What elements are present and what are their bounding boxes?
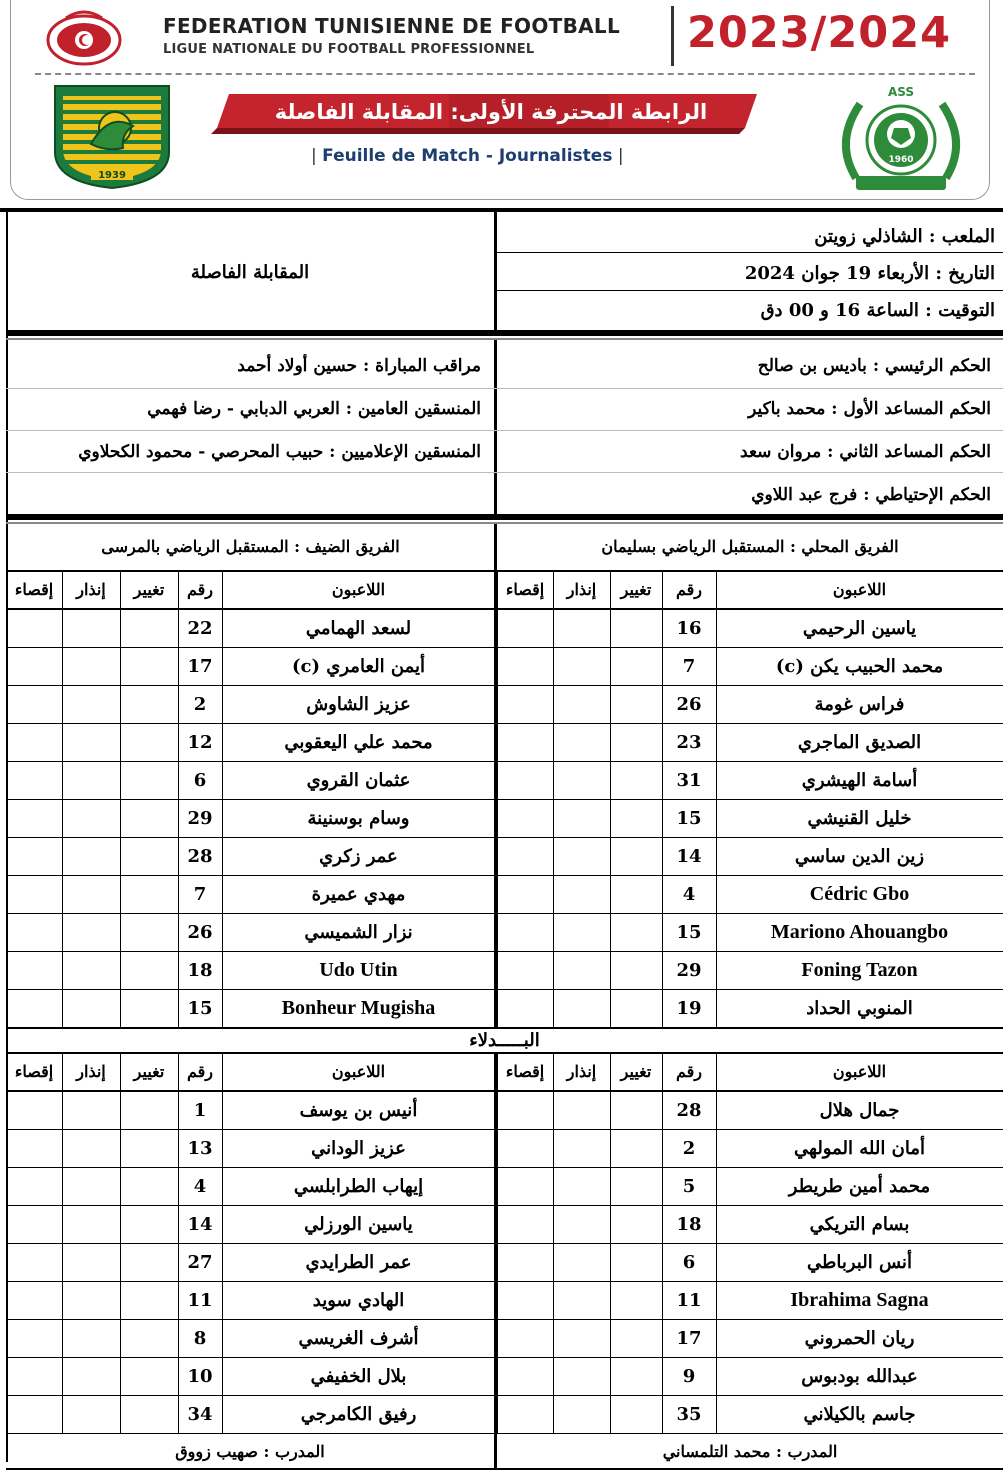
home-starters-player-number: 16 <box>676 618 702 639</box>
fourth-official-label: الحكم الإحتياطي : فرج عبد اللاوي <box>751 485 991 505</box>
away-starters-player-name: Udo Utin <box>319 959 398 981</box>
away-subs-player-name: رفيق الكامرجي <box>300 1404 417 1425</box>
away-starters-player-number: 12 <box>187 732 213 753</box>
section-bar-shadow <box>6 522 1003 524</box>
home-subs-player-name: بسام التريكي <box>809 1214 910 1235</box>
home-starters-player-name: Foning Tazon <box>801 959 918 981</box>
away-subs-player-number: 4 <box>193 1176 207 1197</box>
away-club-crest-icon <box>51 82 173 190</box>
home-subs-player-number: 11 <box>676 1290 702 1311</box>
home-starters-player-number: 7 <box>682 656 696 677</box>
coordinators-label: المنسقين العامين : العربي الدبابي - رضا فهمي <box>147 399 481 419</box>
away-starters-col-warning: إنذار <box>76 580 106 599</box>
section-bar <box>6 330 1003 336</box>
home-subs-player-name: عبدالله بودبوس <box>801 1366 918 1387</box>
away-subs-col-warning: إنذار <box>76 1062 106 1081</box>
away-starters-player-number: 2 <box>193 694 207 715</box>
assistant2-label: الحكم المساعد الثاني : مروان سعد <box>740 442 991 462</box>
away-team-title: الفريق الضيف : المستقبل الرياضي بالمرسى <box>101 537 400 556</box>
away-starters-player-name: Bonheur Mugisha <box>281 997 436 1019</box>
section-bar <box>6 514 1003 520</box>
away-starters-player-number: 29 <box>187 808 213 829</box>
subs-col-line <box>222 1052 223 1434</box>
away-subs-player-name: الهادي سويد <box>312 1290 405 1311</box>
home-starters-player-number: 26 <box>676 694 702 715</box>
home-starters-player-number: 4 <box>682 884 696 905</box>
home-starters-player-name: ياسين الرحيمي <box>802 618 917 639</box>
officials-divider <box>494 340 497 516</box>
svg-text:1960: 1960 <box>888 155 914 165</box>
home-club-crest-icon <box>826 82 976 194</box>
starters-col-line <box>62 570 63 1028</box>
starters-col-line <box>662 570 663 1028</box>
away-starters-player-name: عثمان القروي <box>306 770 411 791</box>
away-subs-player-number: 14 <box>187 1214 213 1235</box>
header-divider <box>671 6 674 66</box>
away-subs-player-name: عزيز الوداني <box>311 1138 406 1159</box>
starters-col-line <box>178 570 179 1028</box>
away-starters-player-number: 17 <box>187 656 213 677</box>
away-subs-player-number: 11 <box>187 1290 213 1311</box>
home-starters-player-name: زين الدين ساسي <box>794 846 925 867</box>
away-starters-player-name: عمر زكري <box>319 846 398 867</box>
away-coach-label: المدرب : صهيب زووق <box>175 1442 325 1461</box>
home-starters-col-expulsion: إقصاء <box>505 580 545 599</box>
home-coach-label: المدرب : محمد التلمساني <box>662 1442 838 1461</box>
info-row-line <box>497 290 1003 291</box>
media-coordinators-label: المنسقين الإعلاميين : حبيب المحرصي - محمود الكحلاوي <box>78 442 481 462</box>
away-subs-player-number: 34 <box>187 1404 213 1425</box>
home-starters-player-number: 29 <box>676 960 702 981</box>
officials-row-line <box>6 472 1003 473</box>
home-subs-col-players: اللاعبون <box>832 1062 887 1081</box>
time-label: التوقيت : الساعة 16 و 00 دق <box>760 300 995 321</box>
away-subs-player-name: أنيس بن يوسف <box>299 1100 418 1121</box>
starters-col-line <box>553 570 554 1028</box>
starters-col-line <box>120 570 121 1028</box>
away-starters-player-number: 6 <box>193 770 207 791</box>
officials-row-line <box>6 430 1003 431</box>
away-starters-player-name: وسام بوسنينة <box>307 808 410 829</box>
home-starters-player-name: الصديق الماجري <box>797 732 922 753</box>
away-starters-col-expulsion: إقصاء <box>14 580 54 599</box>
away-starters-player-name: مهدي عميرة <box>311 884 406 905</box>
sheet-subtitle: | Feuille de Match - Journalistes | <box>311 146 624 166</box>
away-starters-player-name: نزار الشميسي <box>304 922 413 943</box>
svg-text:ASS: ASS <box>887 85 915 99</box>
away-subs-player-name: ياسين الورزلي <box>304 1214 413 1235</box>
assistant1-label: الحكم المساعد الأول : محمد باكير <box>748 399 991 419</box>
starters-col-line <box>610 570 611 1028</box>
substitutes-title: البـــــدلاء <box>469 1030 540 1051</box>
info-row-line <box>497 252 1003 253</box>
away-subs-player-name: أشرف الغريسي <box>298 1328 419 1349</box>
home-subs-player-number: 28 <box>676 1100 702 1121</box>
away-starters-player-name: محمد علي اليعقوبي <box>284 732 433 753</box>
subs-col-line <box>178 1052 179 1434</box>
away-subs-player-number: 13 <box>187 1138 213 1159</box>
top-border <box>0 208 1003 212</box>
subs-row-line <box>6 1433 1003 1434</box>
sheet-title: Feuille de Match - Journalistes <box>322 146 613 166</box>
competition-title: الرابطة المحترفة الأولى: المقابلة الفاصلة <box>274 100 708 124</box>
away-starters-player-number: 22 <box>187 618 213 639</box>
away-starters-player-number: 7 <box>193 884 207 905</box>
starters-col-line <box>716 570 717 1028</box>
home-starters-col-number: رقم <box>675 580 703 599</box>
svg-text:1939: 1939 <box>98 170 126 181</box>
season-label: 2023/2024 <box>687 8 952 58</box>
home-starters-player-number: 15 <box>676 808 702 829</box>
away-starters-player-number: 18 <box>187 960 213 981</box>
away-starters-player-name: أيمن العامري (c) <box>292 656 425 677</box>
federation-logo-icon <box>44 8 124 66</box>
home-subs-player-name: ريان الحمروني <box>804 1328 915 1349</box>
home-starters-player-name: Cédric Gbo <box>809 883 910 905</box>
home-subs-player-name: جمال هلال <box>819 1100 900 1121</box>
home-starters-player-name: أسامة الهيشري <box>801 770 918 791</box>
officials-row-line <box>6 388 1003 389</box>
home-subs-player-number: 18 <box>676 1214 702 1235</box>
home-subs-player-number: 2 <box>682 1138 696 1159</box>
subs-col-line <box>62 1052 63 1434</box>
starters-col-line <box>222 570 223 1028</box>
subs-col-line <box>553 1052 554 1434</box>
referee-label: الحكم الرئيسي : باديس بن صالح <box>757 356 991 376</box>
header-banner <box>10 0 990 200</box>
home-starters-player-number: 31 <box>676 770 702 791</box>
home-subs-player-number: 5 <box>682 1176 696 1197</box>
dashed-divider <box>35 73 975 75</box>
away-subs-player-number: 27 <box>187 1252 213 1273</box>
away-subs-col-players: اللاعبون <box>331 1062 386 1081</box>
home-subs-player-name: محمد أمين طريطر <box>788 1176 931 1197</box>
home-subs-col-sub: تغيير <box>620 1062 652 1081</box>
federation-title: FEDERATION TUNISIENNE DE FOOTBALL <box>163 14 621 38</box>
home-subs-player-number: 17 <box>676 1328 702 1349</box>
away-subs-player-number: 10 <box>187 1366 213 1387</box>
away-starters-player-number: 15 <box>187 998 213 1019</box>
section-bar-shadow <box>6 338 1003 340</box>
home-starters-col-players: اللاعبون <box>832 580 887 599</box>
subs-col-line <box>120 1052 121 1434</box>
observer-label: مراقب المباراة : حسين أولاد أحمد <box>237 356 481 376</box>
away-subs-col-expulsion: إقصاء <box>14 1062 54 1081</box>
starters-col-line <box>497 570 498 1028</box>
away-subs-player-name: إيهاب الطرابلسي <box>293 1176 424 1197</box>
table-bottom <box>6 1468 1003 1470</box>
subs-col-line <box>662 1052 663 1434</box>
away-starters-col-sub: تغيير <box>133 580 165 599</box>
home-subs-player-name: أمان الله المولهي <box>794 1138 925 1159</box>
home-starters-player-number: 14 <box>676 846 702 867</box>
home-starters-player-name: المنوبي الحداد <box>806 998 913 1019</box>
home-starters-player-name: محمد الحبيب يكن (c) <box>775 656 944 677</box>
home-team-title: الفريق المحلي : المستقبل الرياضي بسليمان <box>601 537 899 556</box>
home-starters-player-number: 23 <box>676 732 702 753</box>
away-subs-col-sub: تغيير <box>133 1062 165 1081</box>
stadium-label: الملعب : الشاذلي زويتن <box>814 226 995 247</box>
subs-col-line <box>610 1052 611 1434</box>
home-starters-col-sub: تغيير <box>620 580 652 599</box>
away-starters-col-players: اللاعبون <box>331 580 386 599</box>
subs-title-top <box>6 1028 1003 1029</box>
date-label: التاريخ : الأربعاء 19 جوان 2024 <box>744 263 995 284</box>
away-starters-player-number: 26 <box>187 922 213 943</box>
away-starters-col-number: رقم <box>186 580 214 599</box>
home-starters-player-name: Mariono Ahouangbo <box>770 921 949 943</box>
away-subs-player-number: 8 <box>193 1328 207 1349</box>
home-subs-player-number: 6 <box>682 1252 696 1273</box>
home-starters-player-name: فراس غومة <box>814 694 905 715</box>
away-starters-player-name: لسعد الهمامي <box>305 618 412 639</box>
away-starters-player-number: 28 <box>187 846 213 867</box>
home-subs-player-number: 9 <box>682 1366 696 1387</box>
away-subs-player-number: 1 <box>193 1100 207 1121</box>
home-subs-col-number: رقم <box>675 1062 703 1081</box>
subs-col-line <box>497 1052 498 1434</box>
subs-col-line <box>716 1052 717 1434</box>
league-title: LIGUE NATIONALE DU FOOTBALL PROFESSIONNEL <box>163 42 535 57</box>
away-starters-player-name: عزيز الشاوش <box>306 694 411 715</box>
home-subs-col-expulsion: إقصاء <box>505 1062 545 1081</box>
away-subs-col-number: رقم <box>186 1062 214 1081</box>
away-subs-player-name: عمر الطرايدي <box>305 1252 412 1273</box>
info-divider <box>494 212 497 330</box>
home-starters-player-number: 19 <box>676 998 702 1019</box>
home-subs-player-number: 35 <box>676 1404 702 1425</box>
home-starters-player-name: خليل القنيشي <box>807 808 912 829</box>
home-subs-player-name: أنس البرباطي <box>807 1252 912 1273</box>
home-subs-col-warning: إنذار <box>566 1062 597 1081</box>
away-subs-player-name: بلال الخفيفي <box>310 1366 407 1387</box>
home-subs-player-name: جاسم بالكيلاني <box>803 1404 916 1425</box>
home-starters-col-warning: إنذار <box>566 580 597 599</box>
home-starters-player-number: 15 <box>676 922 702 943</box>
match-stage: المقابلة الفاصلة <box>190 262 310 283</box>
home-subs-player-name: Ibrahima Sagna <box>790 1289 929 1311</box>
